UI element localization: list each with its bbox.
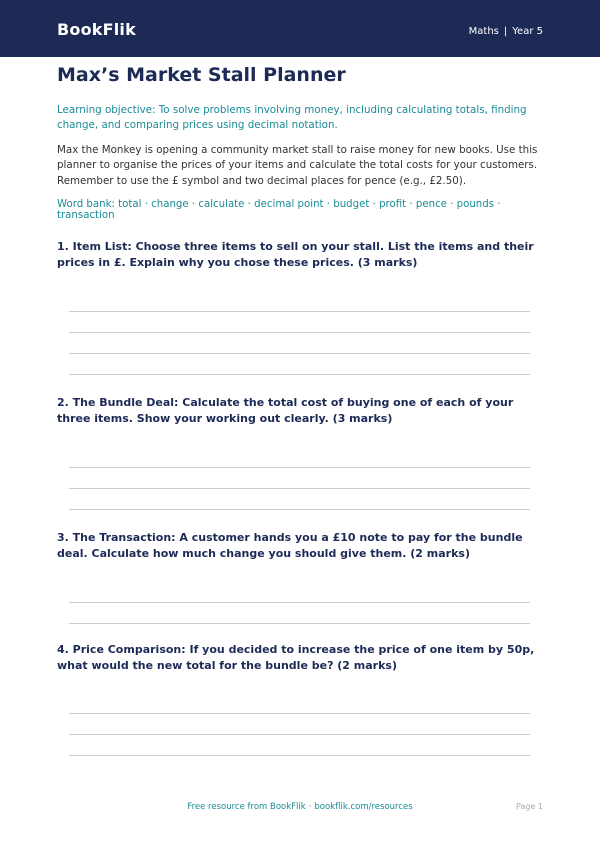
answer-line[interactable] (69, 447, 530, 468)
question-2-answer-area[interactable] (69, 447, 530, 510)
question-4 (57, 642, 543, 757)
question-4-text: 4. Price Comparison: If you decided to increase the price of one item by 50p, what would the new total for the bundle be? (2 marks) (57, 642, 535, 672)
answer-line[interactable] (69, 468, 530, 489)
question-2 (57, 395, 543, 510)
answer-line[interactable] (69, 735, 530, 756)
footer-credit (0, 802, 600, 812)
meta-separator: | (503, 26, 508, 37)
subject-year-label (469, 26, 543, 37)
brand-logo-text: BookFlik (57, 20, 136, 39)
worksheet-title: Max’s Market Stall Planner (57, 64, 346, 86)
intro-paragraph: Max the Monkey is opening a community market stall to raise money for new books. Use this planner to organise the prices of your items and calculate the total costs for your customers. Remember to use the £ symbol and two decimal places for pence (e.g., £2.50). (57, 143, 538, 187)
subject-label: Maths (468, 26, 499, 37)
page-number: Page 1 (516, 802, 543, 811)
answer-line[interactable] (69, 354, 530, 375)
answer-line[interactable] (69, 291, 530, 312)
footer-separator: · (308, 802, 312, 812)
question-3-text: 3. The Transaction: A customer hands you a £10 note to pay for the bundle deal. Calculate how much change you should give them. (2 marks) (57, 530, 523, 560)
answer-line[interactable] (69, 312, 530, 333)
question-3-answer-area[interactable] (69, 582, 530, 624)
header-bar (0, 0, 600, 57)
answer-line[interactable] (69, 333, 530, 354)
answer-line[interactable] (69, 582, 530, 603)
learning-objective: Learning objective: To solve problems involving money, including calculating totals, finding change, and comparing prices using decimal notation. (57, 103, 527, 132)
word-bank: Word bank: total · change · calculate · decimal point · budget · profit · pence · pounds · transaction (57, 198, 501, 221)
year-label: Year 5 (512, 26, 543, 37)
answer-line[interactable] (69, 693, 530, 714)
answer-line[interactable] (69, 603, 530, 624)
question-1-text: 1. Item List: Choose three items to sell on your stall. List the items and their prices in £. Explain why you chose these prices. (3 marks) (57, 239, 534, 269)
question-1-answer-area[interactable] (69, 291, 530, 375)
footer-source: Free resource from BookFlik (187, 802, 306, 812)
question-4-answer-area[interactable] (69, 693, 530, 756)
question-1 (57, 239, 543, 375)
question-3 (57, 530, 543, 624)
question-2-text: 2. The Bundle Deal: Calculate the total cost of buying one of each of your three items. Show your working out clearly. (3 marks) (57, 395, 514, 425)
worksheet-content (57, 64, 543, 756)
answer-line[interactable] (69, 489, 530, 510)
answer-line[interactable] (69, 714, 530, 735)
footer-url[interactable]: bookflik.com/resources (314, 802, 413, 812)
